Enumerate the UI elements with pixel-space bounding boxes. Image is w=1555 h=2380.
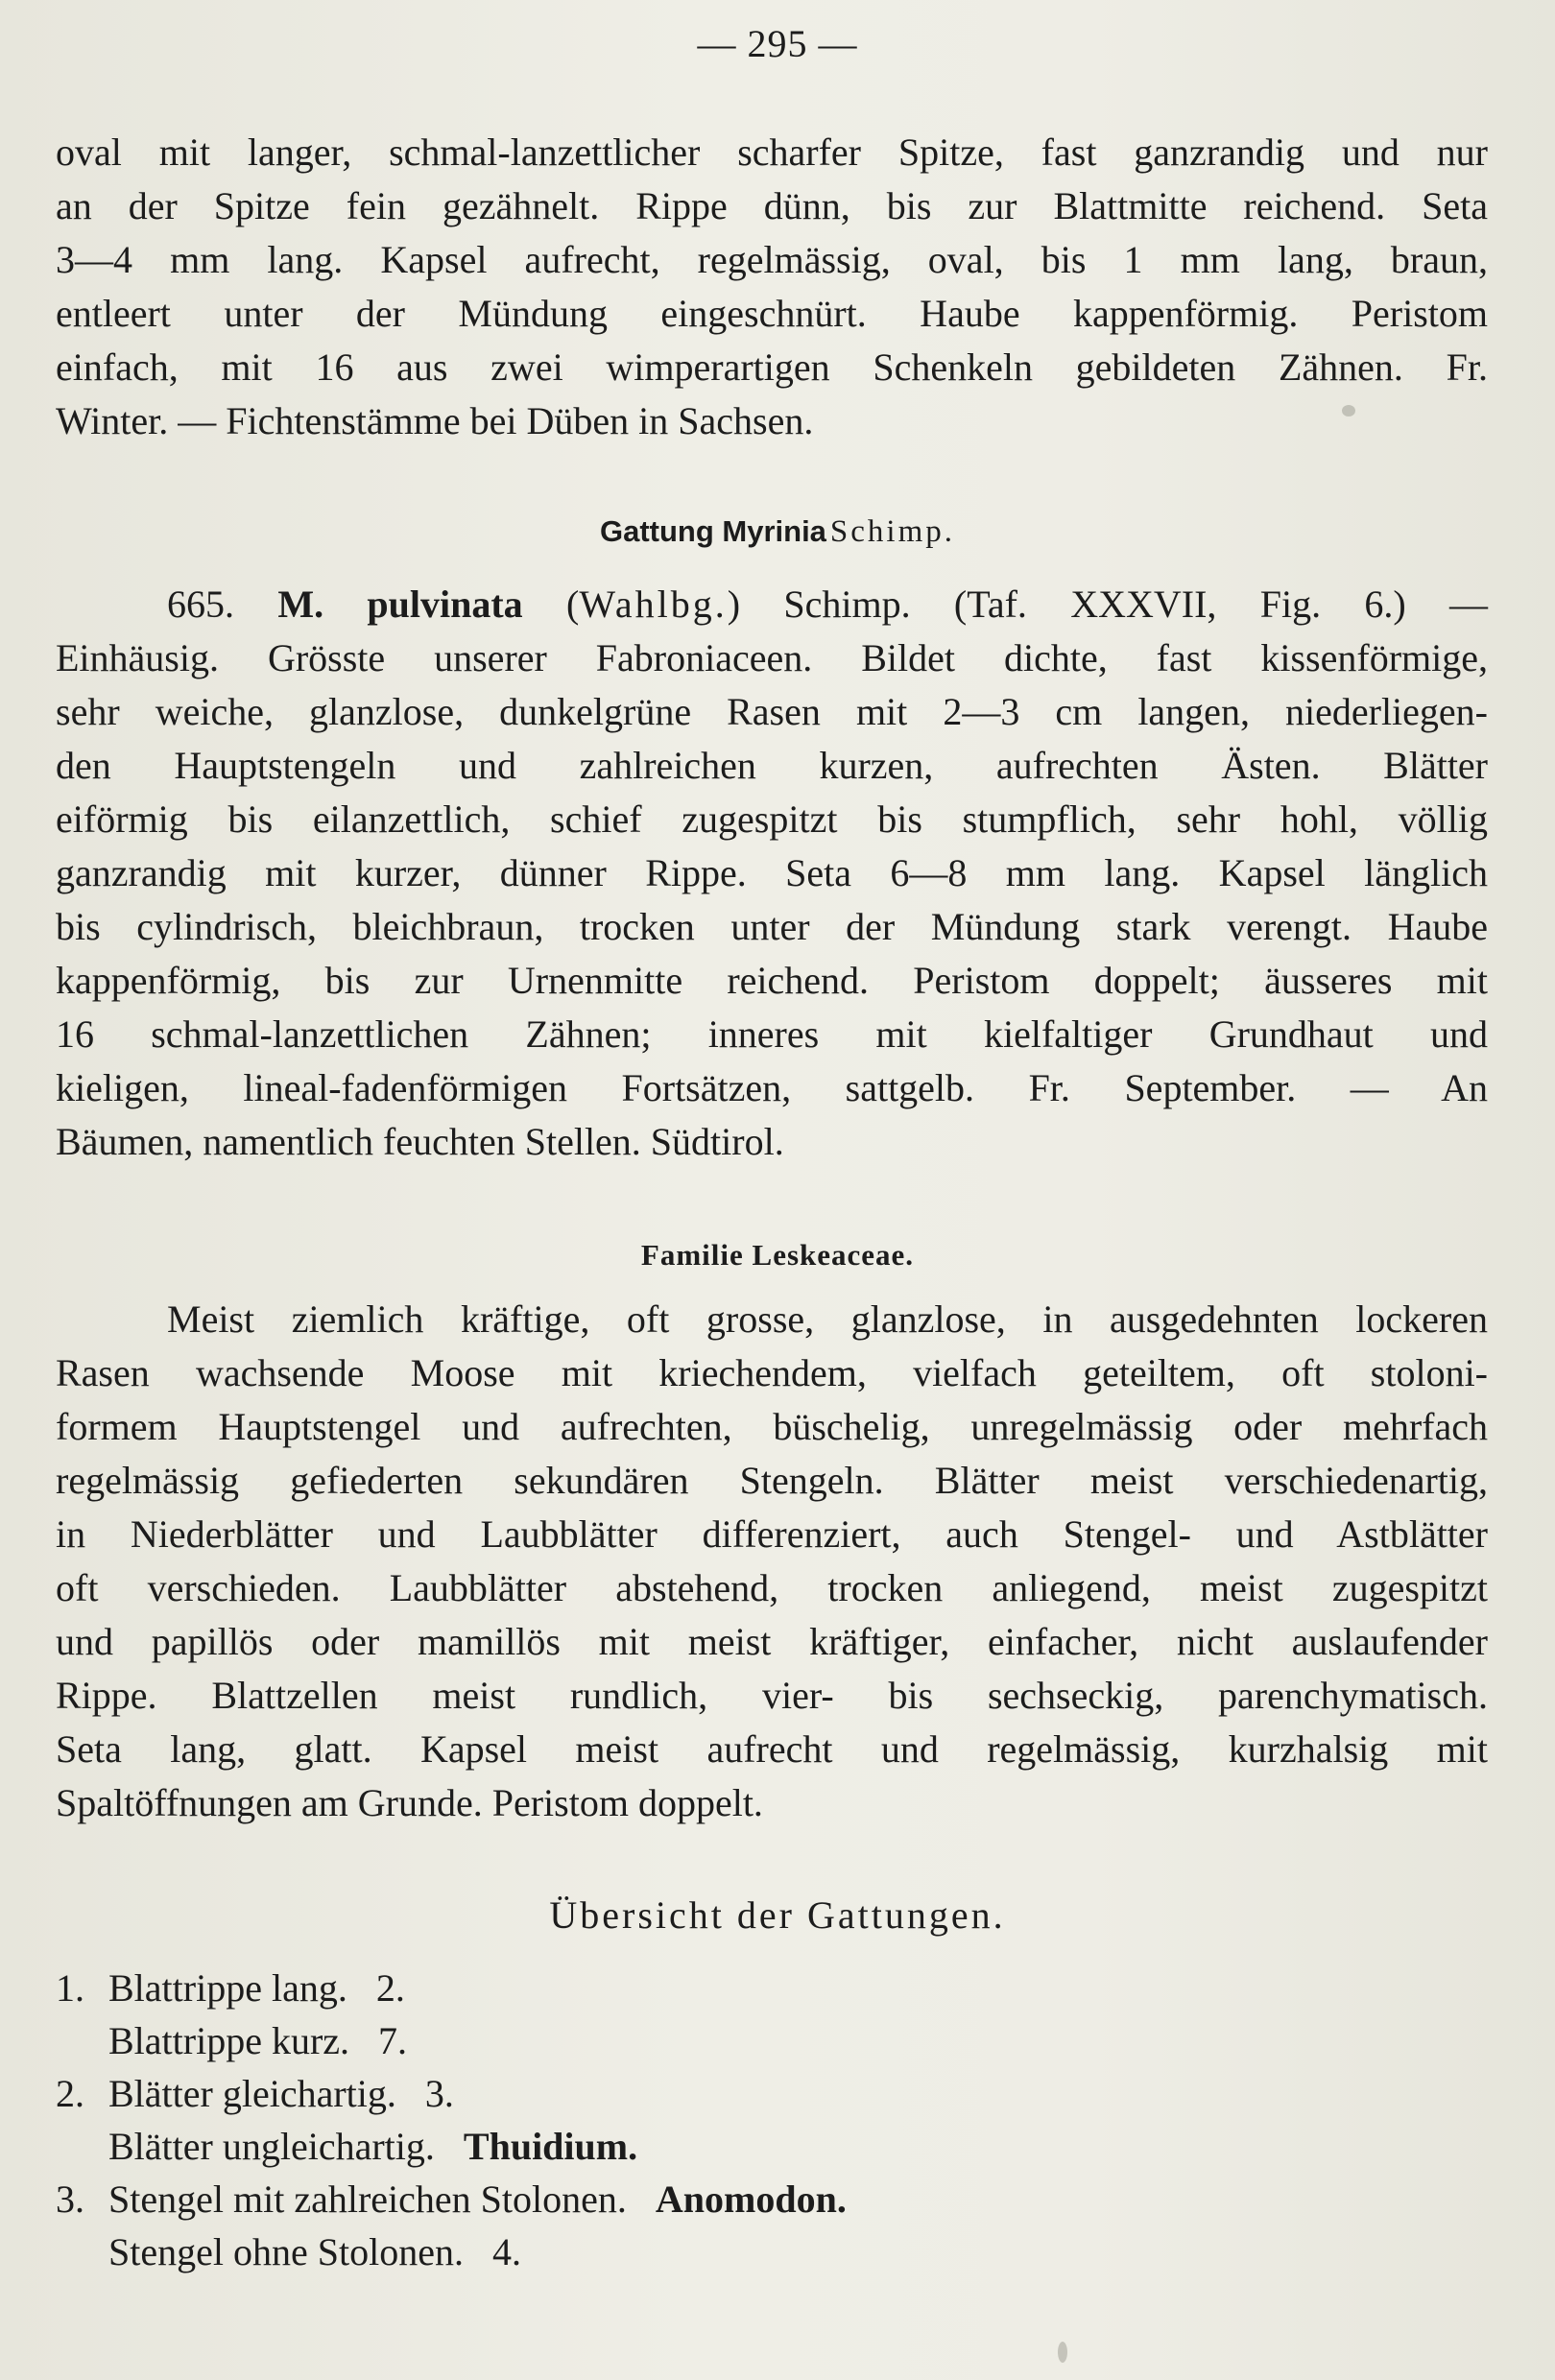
key-reference-genus: Thuidium. — [463, 2125, 638, 2168]
genus-author: Schimp. — [829, 514, 956, 549]
text-line: einfach, mit 16 aus zwei wimperartigen Schenkeln gebildeten Zähnen. Fr. — [56, 345, 1488, 389]
page-number: — 295 — — [697, 22, 858, 65]
text-line: Rasen wachsende Moose mit kriechendem, vielfach geteiltem, oft stoloni- — [56, 1351, 1488, 1394]
text-line: Bäumen, namentlich feuchten Stellen. Südtirol. — [56, 1120, 784, 1163]
key-description: Stengel ohne Stolonen. — [108, 2230, 464, 2273]
text-line: eiförmig bis eilanzettlich, schief zugespitzt bis stumpflich, sehr hohl, völlig — [56, 797, 1488, 841]
text-line: den Hauptstengeln und zahlreichen kurzen, aufrechten Ästen. Blätter — [56, 744, 1488, 787]
family-heading: Familie Leskeaceae. — [640, 1238, 915, 1272]
key-text — [108, 2225, 521, 2279]
key-reference: 4. — [491, 2230, 521, 2273]
text-line: Winter. — Fichtenstämme bei Düben in Sachsen. — [56, 399, 814, 442]
key-description: Blätter ungleichartig. — [108, 2125, 435, 2168]
text-line: bis cylindrisch, bleichbraun, trocken unter der Mündung stark verengt. Haube — [56, 905, 1488, 948]
text-line: an der Spitze fein gezähnelt. Rippe dünn, bis zur Blattmitte reichend. Seta — [56, 184, 1488, 227]
text-line: regelmässig gefiederten sekundären Stengeln. Blätter meist verschiedenartig, — [56, 1459, 1488, 1502]
key-description: Blattrippe kurz. — [108, 2019, 350, 2062]
species-number: 665. — [167, 583, 234, 626]
text-line: in Niederblätter und Laubblätter differenziert, auch Stengel- und Astblätter — [56, 1512, 1488, 1556]
text-line: ganzrandig mit kurzer, dünner Rippe. Seta 6—8 mm lang. Kapsel länglich — [56, 851, 1488, 894]
text-line: oval mit langer, schmal-lanzettlicher scharfer Spitze, fast ganzrandig und nur — [56, 131, 1488, 174]
key-text — [108, 2120, 637, 2174]
overview-heading: Übersicht der Gattungen. — [549, 1893, 1006, 1937]
text-line: Rippe. Blattzellen meist rundlich, vier- bis sechseckig, parenchymatisch. — [56, 1674, 1488, 1717]
key-number: 3. — [56, 2178, 84, 2221]
key-number: 2. — [56, 2072, 84, 2115]
key-reference-genus: Anomodon. — [655, 2178, 847, 2221]
genus-label: Gattung Myrinia — [599, 514, 826, 548]
text-line: kappenförmig, bis zur Urnenmitte reichend. Peristom doppelt; äusseres mit — [56, 959, 1488, 1002]
text-line: sehr weiche, glanzlose, dunkelgrüne Rasen mit 2—3 cm langen, niederliegen- — [56, 690, 1488, 733]
key-description: Stengel mit zahlreichen Stolonen. — [108, 2178, 627, 2221]
text-line: oft verschieden. Laubblätter abstehend, trocken anliegend, meist zugespitzt — [56, 1566, 1488, 1609]
species-author-open: ( — [565, 583, 580, 626]
text-line: Meist ziemlich kräftige, oft grosse, glanzlose, in ausgedehnten lockeren — [167, 1297, 1488, 1341]
text-line: und papillös oder mamillös mit meist kräftiger, einfacher, nicht auslaufender — [56, 1620, 1488, 1663]
genus-heading — [0, 514, 1555, 550]
paper-speck — [1058, 2342, 1067, 2363]
text-line: formem Hauptstengel und aufrechten, büschelig, unregelmässig oder mehrfach — [56, 1405, 1488, 1448]
key-text — [108, 2173, 847, 2226]
species-author: Wahlbg. — [579, 583, 728, 626]
text-line: Spaltöffnungen am Grunde. Peristom doppelt. — [56, 1781, 763, 1824]
key-reference: 3. — [424, 2072, 454, 2115]
key-description: Blätter gleichartig. — [108, 2072, 396, 2115]
species-author-rest: ) Schimp. (Taf. XXXVII, Fig. 6.) — — [727, 583, 1489, 626]
text-line: 16 schmal-lanzettlichen Zähnen; inneres mit kielfaltiger Grundhaut und — [56, 1012, 1488, 1056]
text-line: entleert unter der Mündung eingeschnürt. Haube kappenförmig. Peristom — [56, 292, 1488, 335]
key-text — [108, 1962, 405, 2015]
key-reference: 7. — [378, 2019, 408, 2062]
species-name: M. pulvinata — [277, 583, 523, 626]
paper-speck — [1342, 405, 1355, 416]
key-number: 1. — [56, 1966, 84, 2010]
species-title-line — [167, 578, 1488, 631]
key-text — [108, 2014, 407, 2068]
text-line: 3—4 mm lang. Kapsel aufrecht, regelmässig, oval, bis 1 mm lang, braun, — [56, 238, 1488, 281]
key-description: Blattrippe lang. — [108, 1966, 347, 2010]
text-line: Einhäusig. Grösste unserer Fabroniaceen. Bildet dichte, fast kissenförmige, — [56, 636, 1488, 679]
text-line: Seta lang, glatt. Kapsel meist aufrecht und regelmässig, kurzhalsig mit — [56, 1727, 1488, 1771]
key-reference: 2. — [375, 1966, 405, 2010]
text-line: kieligen, lineal-fadenförmigen Fortsätzen, sattgelb. Fr. September. — An — [56, 1066, 1488, 1109]
key-text — [108, 2067, 454, 2121]
